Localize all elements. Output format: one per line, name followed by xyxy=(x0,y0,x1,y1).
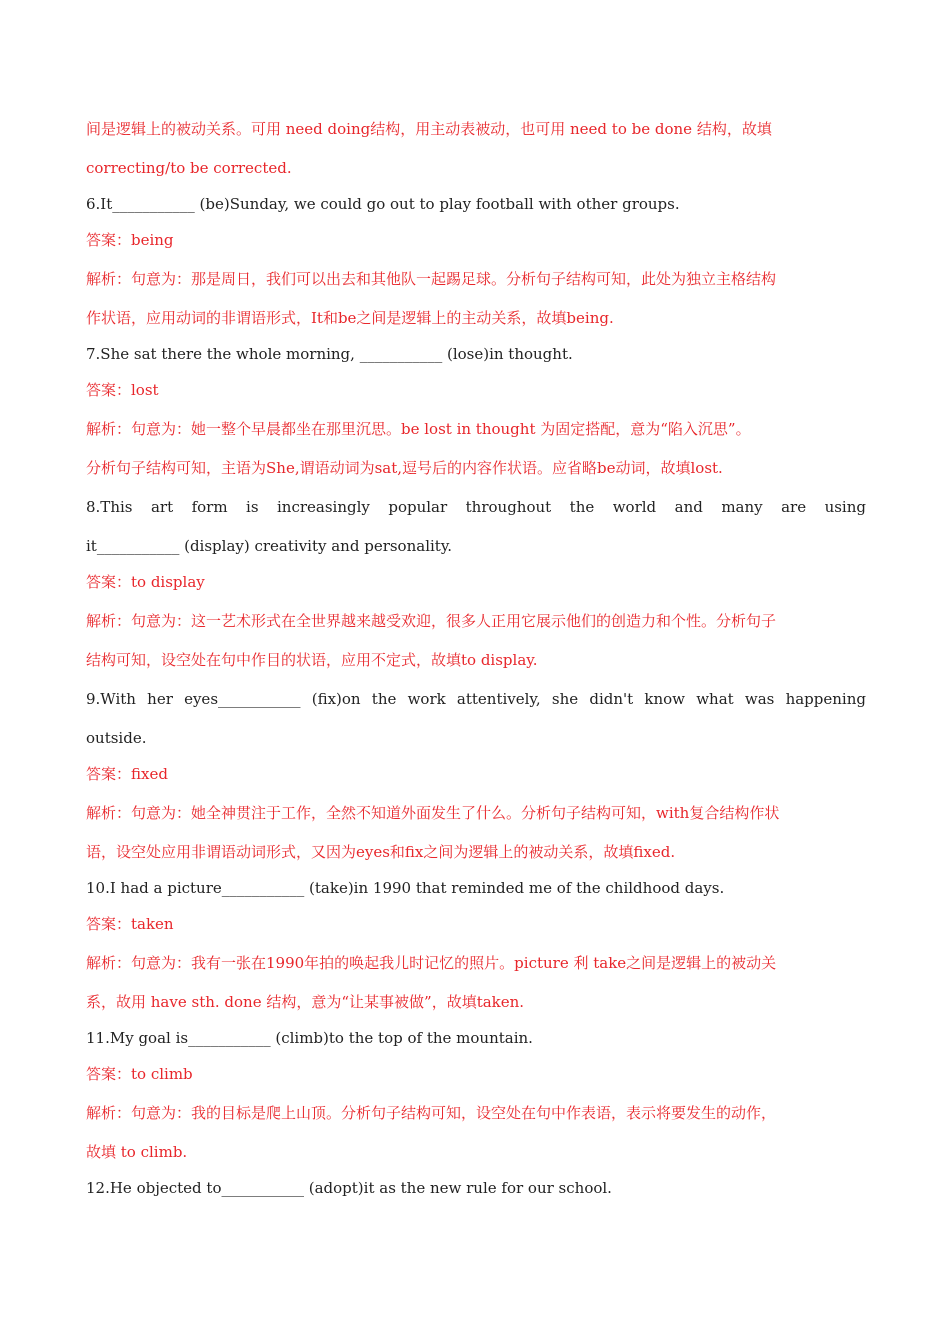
text-line: 作状语，应用动词的非谓语形式，It和be之间是逻辑上的主动关系，故填being. xyxy=(86,309,614,327)
text-line: it___________ (display) creativity and personality. xyxy=(86,537,453,555)
text-line: 解析：句意为：那是周日，我们可以出去和其他队一起踢足球。分析句子结构可知，此处为独立主格结构 xyxy=(86,270,777,288)
text-line: 答案：to display xyxy=(86,573,205,591)
text-line: 结构可知，设空处在句中作目的状语，应用不定式，故填to display. xyxy=(86,651,538,669)
text-line: correcting/to be corrected. xyxy=(86,159,292,177)
text-line: 9.With her eyes___________ (fix)on the work attentively, she didn't know what was happening xyxy=(86,690,866,708)
text-line: 答案：taken xyxy=(86,915,174,933)
text-line: 10.I had a picture___________ (take)in 1990 that reminded me of the childhood days. xyxy=(86,879,725,897)
text-line: 7.She sat there the whole morning, ___________ (lose)in thought. xyxy=(86,345,573,363)
text-line: 解析：句意为：这一艺术形式在全世界越来越受欢迎，很多人正用它展示他们的创造力和个性。分析句子 xyxy=(86,612,777,630)
text-line: 解析：句意为：她全神贯注于工作，全然不知道外面发生了什么。分析句子结构可知，with复合结构作状 xyxy=(86,804,780,822)
text-line: 解析：句意为：我的目标是爬上山顶。分析句子结构可知，设空处在句中作表语，表示将要发生的动作， xyxy=(86,1104,777,1122)
text-line: 解析：句意为：我有一张在1990年拍的唤起我儿时记忆的照片。picture 利 take之间是逻辑上的被动关 xyxy=(86,954,777,972)
text-line: 故填 to climb. xyxy=(86,1143,188,1161)
text-line: 8.This art form is increasingly popular throughout the world and many are using xyxy=(86,498,866,516)
text-line: 答案：to climb xyxy=(86,1065,193,1083)
text-line: 解析：句意为：她一整个早晨都坐在那里沉思。be lost in thought 为固定搭配，意为“陷入沉思”。 xyxy=(86,420,751,438)
text-line: 12.He objected to___________ (adopt)it as the new rule for our school. xyxy=(86,1179,612,1197)
text-line: 分析句子结构可知，主语为She,谓语动词为sat,逗号后的内容作状语。应省略be动词，故填lost. xyxy=(86,459,723,477)
text-line: 答案：lost xyxy=(86,381,159,399)
text-line: 系，故用 have sth. done 结构，意为“让某事被做”，故填taken. xyxy=(86,993,525,1011)
text-line: outside. xyxy=(86,729,147,747)
text-line: 答案：fixed xyxy=(86,765,168,783)
text-line: 语，设空处应用非谓语动词形式，又因为eyes和fix之间为逻辑上的被动关系，故填fixed. xyxy=(86,843,676,861)
document-page xyxy=(86,108,866,1206)
text-line: 11.My goal is___________ (climb)to the top of the mountain. xyxy=(86,1029,533,1047)
text-line: 间是逻辑上的被动关系。可用 need doing结构，用主动表被动，也可用 need to be done 结构，故填 xyxy=(86,120,772,138)
text-line: 答案：being xyxy=(86,231,174,249)
text-line: 6.It___________ (be)Sunday, we could go out to play football with other groups. xyxy=(86,195,680,213)
